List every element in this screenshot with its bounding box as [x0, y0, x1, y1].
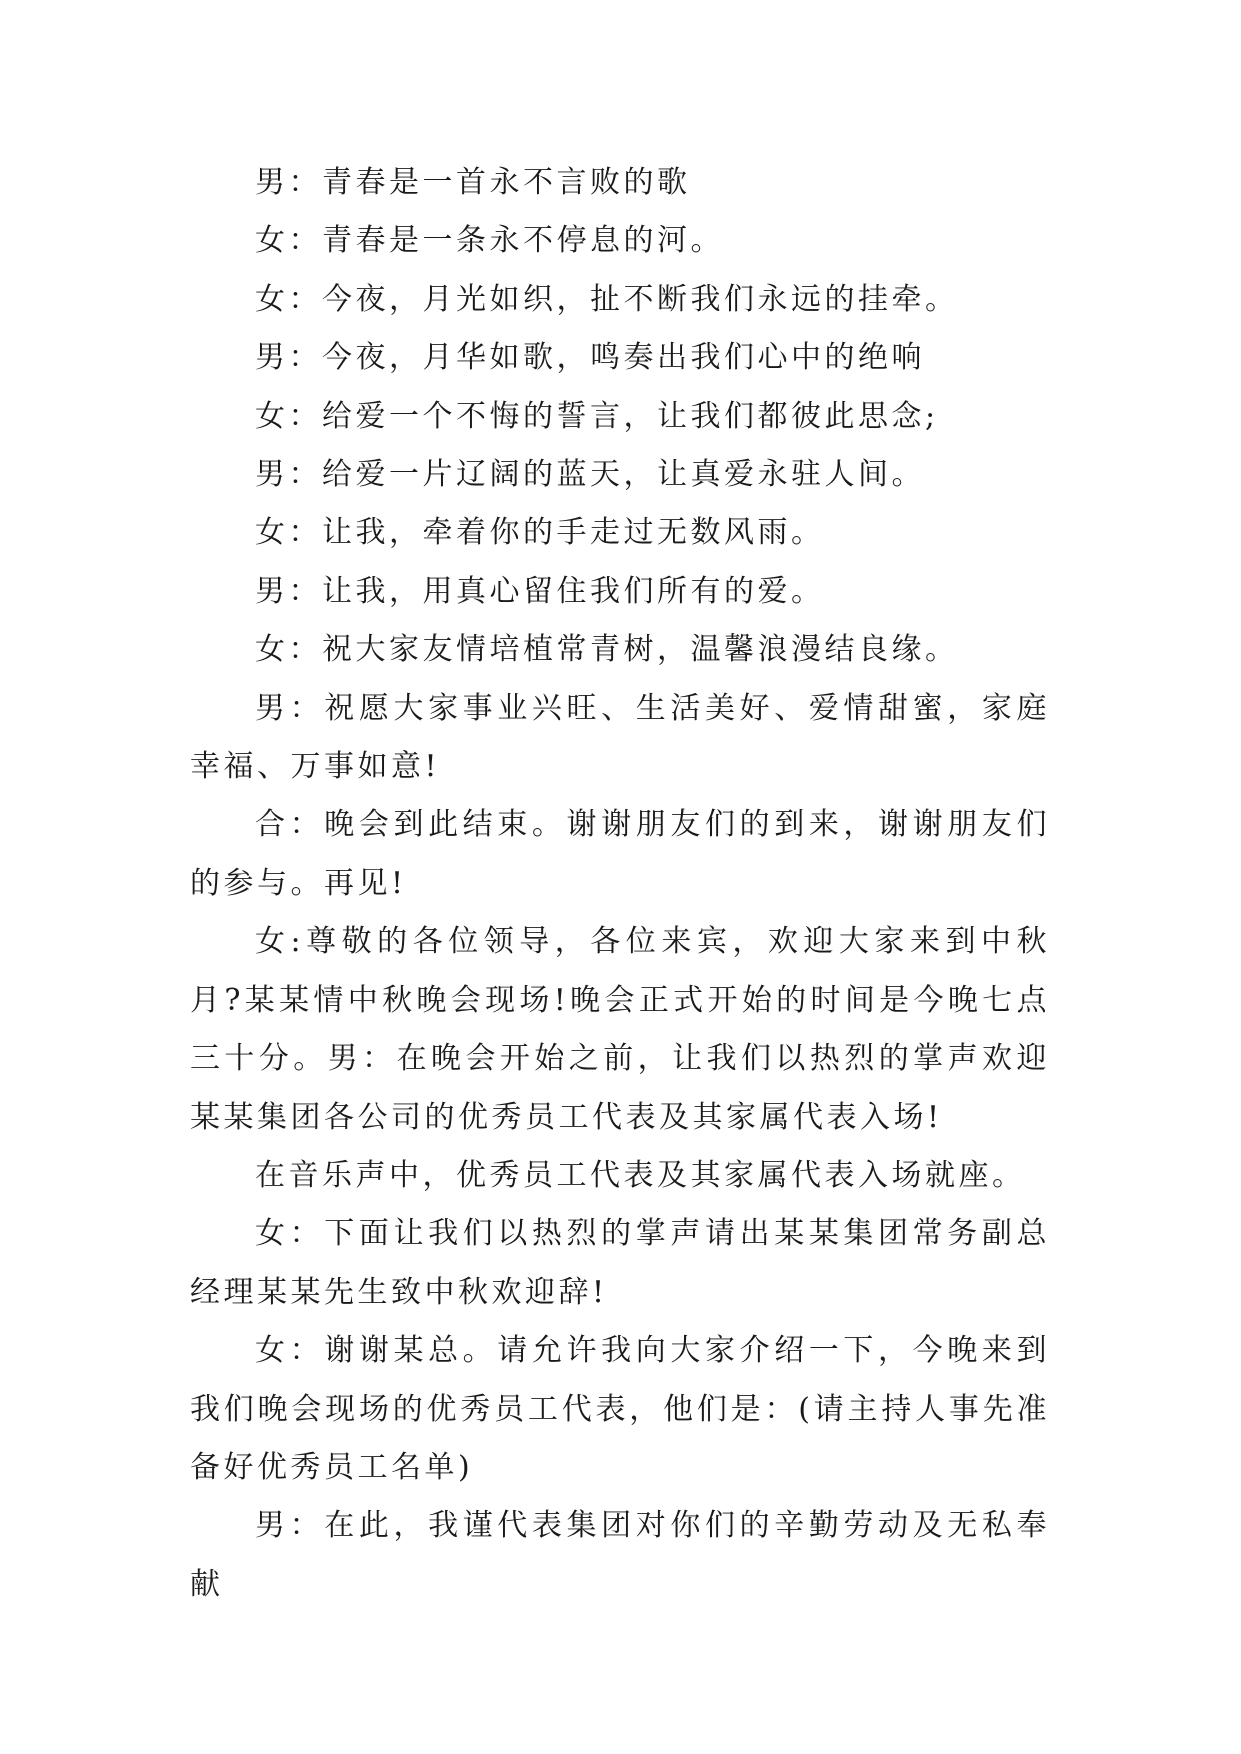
- paragraph: 女：青春是一条永不停息的河。: [255, 223, 724, 259]
- paragraph: 女：下面让我们以热烈的掌声请出某某集团常务副总经理某某先生致中秋欢迎辞!: [190, 1216, 1050, 1310]
- paragraph: 男：让我，用真心留住我们所有的爱。: [255, 573, 825, 609]
- paragraph: 男：青春是一首永不言败的歌: [255, 165, 691, 200]
- paragraph: 在音乐声中，优秀员工代表及其家属代表入场就座。: [255, 1157, 1026, 1193]
- paragraph: 女:尊敬的各位领导，各位来宾，欢迎大家来到中秋月?某某情中秋晚会现场!晚会正式开始的时间是今晚七点三十分。男：在晚会开始之前，让我们以热烈的掌声欢迎某某集团各公司的优秀员工代表及其家属代表入场!: [190, 924, 1050, 1135]
- paragraph: 男：祝愿大家事业兴旺、生活美好、爱情甜蜜，家庭幸福、万事如意!: [190, 690, 1050, 785]
- paragraph: 女：今夜，月光如织，扯不断我们永远的挂牵。: [255, 281, 959, 317]
- paragraph: 男：在此，我谨代表集团对你们的辛勤劳动及无私奉献: [190, 1508, 1050, 1602]
- paragraph: 女：给爱一个不悔的誓言，让我们都彼此思念;: [255, 398, 939, 434]
- document-body: [190, 154, 1050, 1614]
- paragraph: 女：祝大家友情培植常青树，温馨浪漫结良缘。: [255, 632, 959, 668]
- paragraph: 男：给爱一片辽阔的蓝天，让真爱永驻人间。: [255, 457, 925, 493]
- paragraph: 男：今夜，月华如歌，鸣奏出我们心中的绝响: [255, 340, 925, 376]
- paragraph: 女：谢谢某总。请允许我向大家介绍一下，今晚来到我们晚会现场的优秀员工代表，他们是：(请主持人事先准备好优秀员工名单): [190, 1333, 1050, 1485]
- paragraph: 合：晚会到此结束。谢谢朋友们的到来，谢谢朋友们的参与。再见!: [190, 807, 1050, 901]
- paragraph: 女：让我，牵着你的手走过无数风雨。: [255, 515, 825, 551]
